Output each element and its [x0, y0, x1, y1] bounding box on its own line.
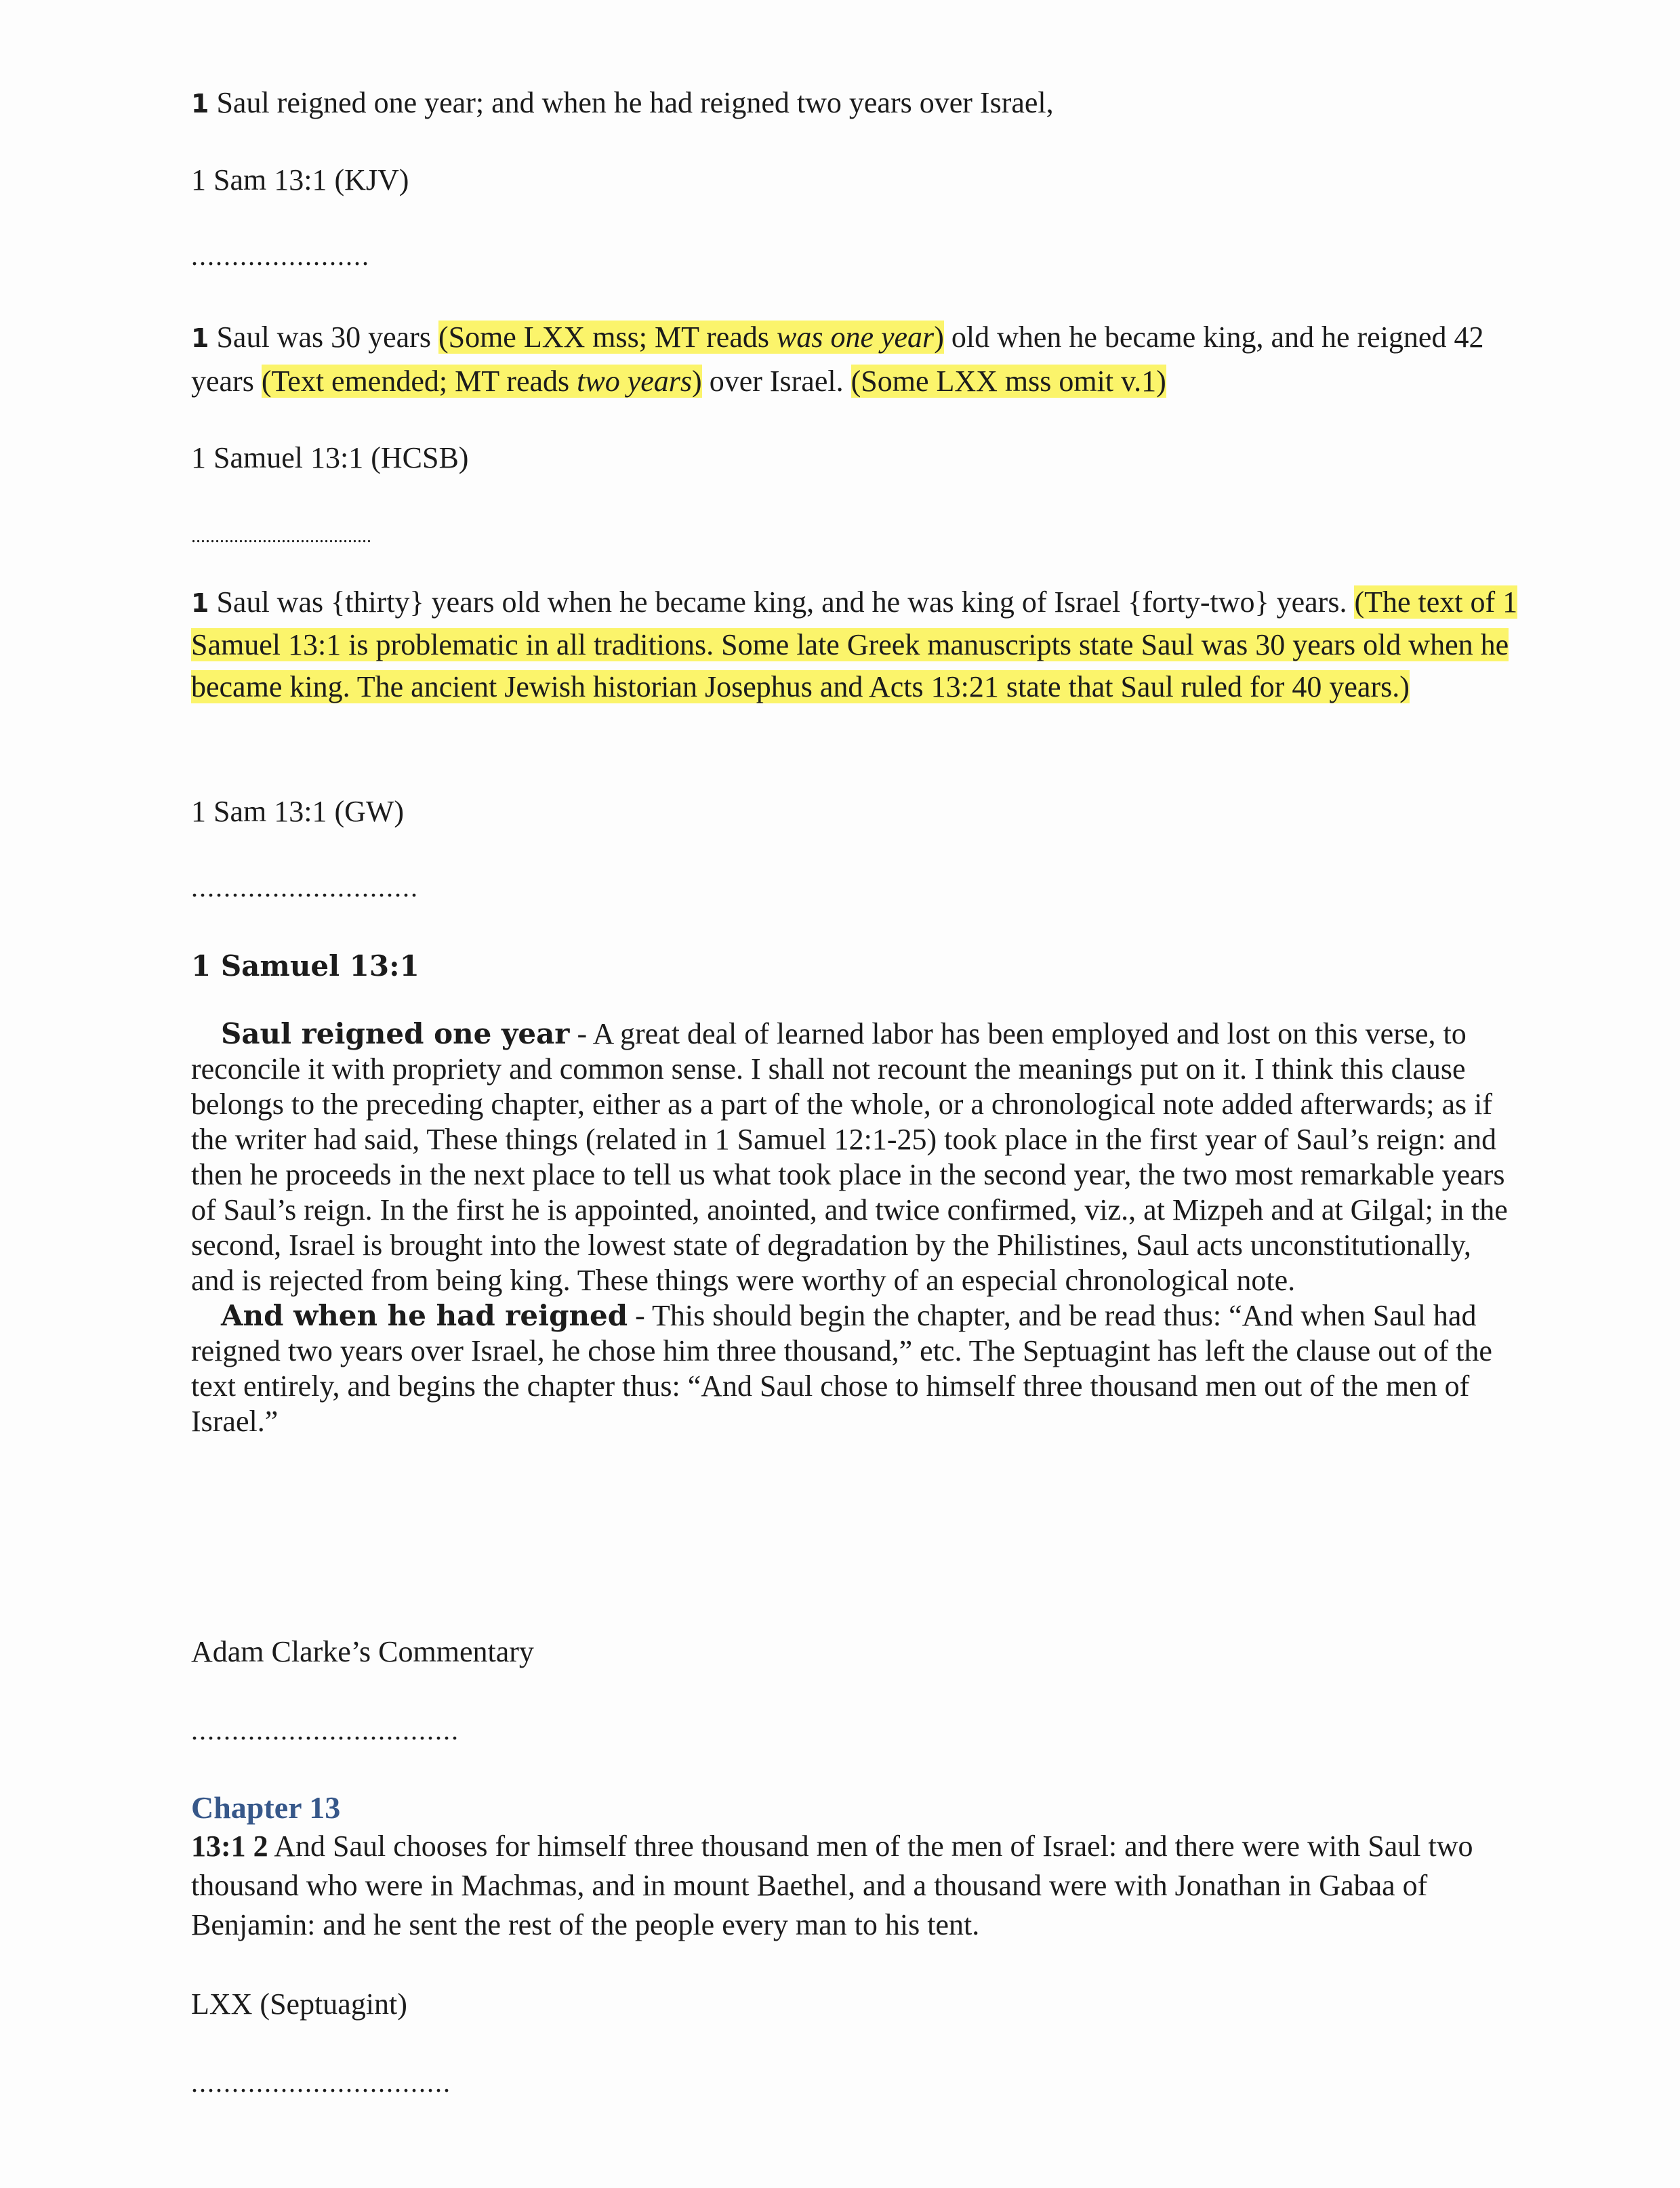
- separator: ......................: [191, 241, 370, 271]
- commentary-lead: And when he had reigned: [221, 1299, 628, 1332]
- kjv-reference: 1 Sam 13:1 (KJV): [191, 163, 409, 197]
- hcsb-text-part-3: over Israel.: [701, 365, 851, 398]
- gw-reference: 1 Sam 13:1 (GW): [191, 795, 405, 828]
- hcsb-text-part-1: Saul was 30 years: [216, 321, 438, 354]
- kjv-verse-number: 1: [191, 89, 209, 119]
- commentary-lead: Saul reigned one year: [221, 1017, 570, 1050]
- chapter-heading: Chapter 13: [191, 1790, 341, 1825]
- lxx-verse-text: And Saul chooses for himself three thousand men of the men of Israel: and there were with Saul two thousand who were in Machmas, and in mount Baethel, and a thousand were with Jonathan in Gabaa of Benjamin: and he sent the rest of the people every man to his tent.: [191, 1830, 1473, 1941]
- lxx-verse-number: 2: [253, 1830, 268, 1863]
- hcsb-reference: 1 Samuel 13:1 (HCSB): [191, 441, 469, 474]
- hcsb-highlighted-note: (Some LXX mss; MT reads was one year): [438, 321, 944, 354]
- kjv-verse-text: Saul reigned one year; and when he had reigned two years over Israel,: [216, 86, 1054, 119]
- separator: ............................: [191, 872, 419, 903]
- lxx-verse: [191, 1827, 1519, 1945]
- hcsb-highlighted-note: (Some LXX mss omit v.1): [851, 365, 1166, 398]
- commentary-paragraph: And when he had reigned - This should begin the chapter, and be read thus: “And when Saul had reigned two years over Israel, he chose him three thousand,” etc. The Septuagint has left the clause out of the text entirely, and begins the chapter thus: “And Saul chose to himself three thousand men out of the men of Israel.”: [191, 1299, 1492, 1438]
- hcsb-highlighted-note: (Text emended; MT reads two years): [261, 365, 702, 398]
- gw-verse-text: Saul was {thirty} years old when he became king, and he was king of Israel {forty-two} years.: [216, 585, 1355, 619]
- commentary-body: [191, 1016, 1519, 1439]
- lxx-source: LXX (Septuagint): [191, 1987, 407, 2021]
- gw-highlighted-note: (The text of 1 Samuel 13:1 is problematic in all traditions. Some late Greek manuscripts state Saul was 30 years old when he became king. The ancient Jewish historian Josephus and Acts 13:21 state that Saul ruled for 40 years.): [191, 585, 1518, 703]
- hcsb-verse-number: 1: [191, 323, 209, 353]
- commentary-paragraph: Saul reigned one year - A great deal of learned labor has been employed and lost on this verse, to reconcile it with propriety and common sense. I shall not recount the meanings put on it. I think this clause belongs to the preceding chapter, either as a part of the whole, or a chronological note added afterwards; as if the writer had said, These things (related in 1 Samuel 12:1-25) took place in the first year of Saul’s reign: and then he proceeds in the next place to tell us what took place in the second year, the two most remarkable years of Saul’s reign. In the first he is appointed, anointed, and twice confirmed, viz., at Mizpeh and at Gilgal; in the second, Israel is brought into the lowest state of degradation by the Philistines, Saul acts unconstitutionally, and is rejected from being king. These things were worthy of an especial chronological note.: [191, 1017, 1508, 1297]
- commentary-title: 1 Samuel 13:1: [191, 949, 419, 983]
- gw-verse-number: 1: [191, 588, 209, 618]
- gw-verse: [191, 581, 1519, 708]
- commentary-source: Adam Clarke’s Commentary: [191, 1635, 534, 1668]
- separator: ......................................: [191, 526, 371, 547]
- hcsb-verse: [191, 316, 1519, 403]
- kjv-verse: [191, 81, 1519, 125]
- hcsb-text-part-2: old when he became king, and he reigned 42 years: [191, 321, 1484, 398]
- separator: .................................: [191, 1715, 459, 1746]
- separator: ................................: [191, 2067, 451, 2098]
- lxx-verse-ref: 13:1: [191, 1830, 246, 1863]
